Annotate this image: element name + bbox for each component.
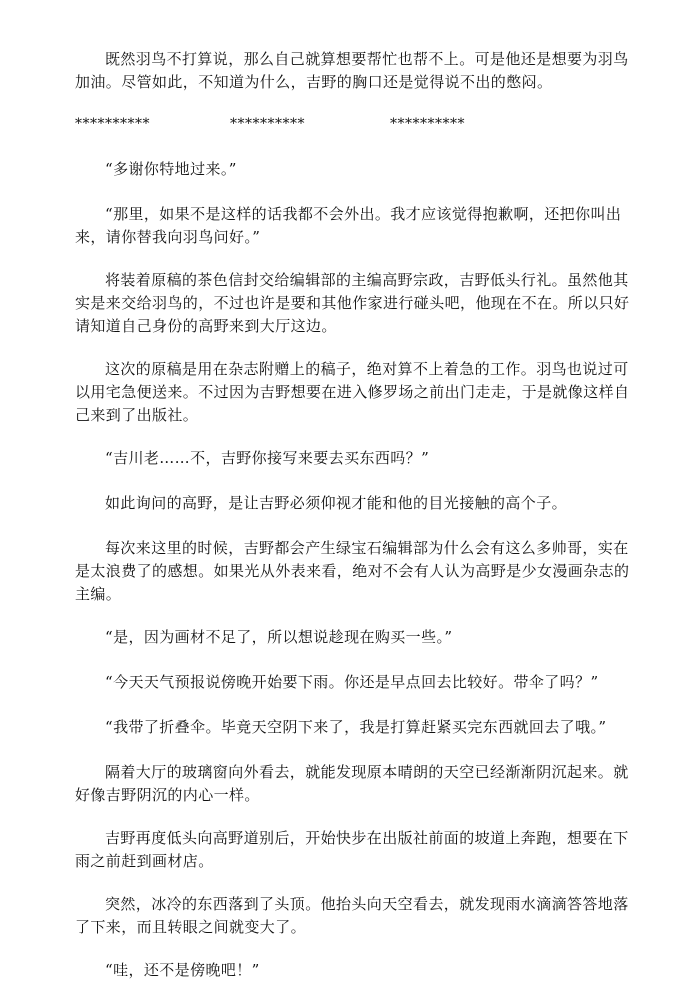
paragraph: 吉野再度低头向高野道别后，开始快步在出版社前面的坡道上奔跑，想要在下雨之前赶到画材店。 [75,829,629,870]
section-divider [75,114,635,134]
paragraph: 既然羽鸟不打算说，那么自己就算想要帮忙也帮不上。可是他还是想要为羽鸟加油。尽管如此，不知道为什么，吉野的胸口还是觉得说不出的憋闷。 [75,50,629,91]
paragraph: 每次来这里的时候，吉野都会产生绿宝石编辑部为什么会有这么多帅哥，实在是太浪费了的感想。如果光从外表来看，绝对不会有人认为高野是少女漫画杂志的主编。 [75,539,630,603]
paragraph: “吉川老……不，吉野你接写来要去买东西吗？” [105,449,430,467]
paragraph: “我带了折叠伞。毕竟天空阴下来了，我是打算赶紧买完东西就回去了哦。” [105,718,607,736]
paragraph: 如此询问的高野，是让吉野必须仰视才能和他的目光接触的高个子。 [105,494,568,512]
paragraph: 突然，冰冷的东西落到了头顶。他抬头向天空看去，就发现雨水滴滴答答地落了下来，而且转眼之间就变大了。 [75,895,629,936]
paragraph: “今天天气预报说傍晚开始要下雨。你还是早点回去比较好。带伞了吗？” [105,673,599,691]
paragraph: “多谢你特地过来。” [105,160,237,178]
divider-mark: ********** [75,116,150,132]
divider-mark: ********** [390,116,465,132]
paragraph: 将装着原稿的茶色信封交给编辑部的主编高野宗政，吉野低头行礼。虽然他其实是来交给羽鸟的，不过也许是要和其他作家进行碰头吧，他现在不在。所以只好请知道自己身份的高野来到大厅这边。 [75,271,630,335]
paragraph: “是，因为画材不足了，所以想说趁现在购买一些。” [105,628,453,646]
document-page [75,48,635,1004]
paragraph: “那里，如果不是这样的话我都不会外出。我才应该觉得抱歉啊，还把你叫出来，请你替我向羽鸟问好。” [75,205,622,246]
paragraph: 这次的原稿是用在杂志附赠上的稿子，绝对算不上着急的工作。羽鸟也说过可以用宅急便送来。不过因为吉野想要在进入修罗场之前出门走走，于是就像这样自己来到了出版社。 [75,360,630,424]
divider-mark: ********** [230,116,305,132]
paragraph: 隔着大厅的玻璃窗向外看去，就能发现原本晴朗的天空已经渐渐阴沉起来。就好像吉野阴沉的内心一样。 [75,763,629,804]
paragraph: “哇，还不是傍晚吧！” [105,961,260,979]
